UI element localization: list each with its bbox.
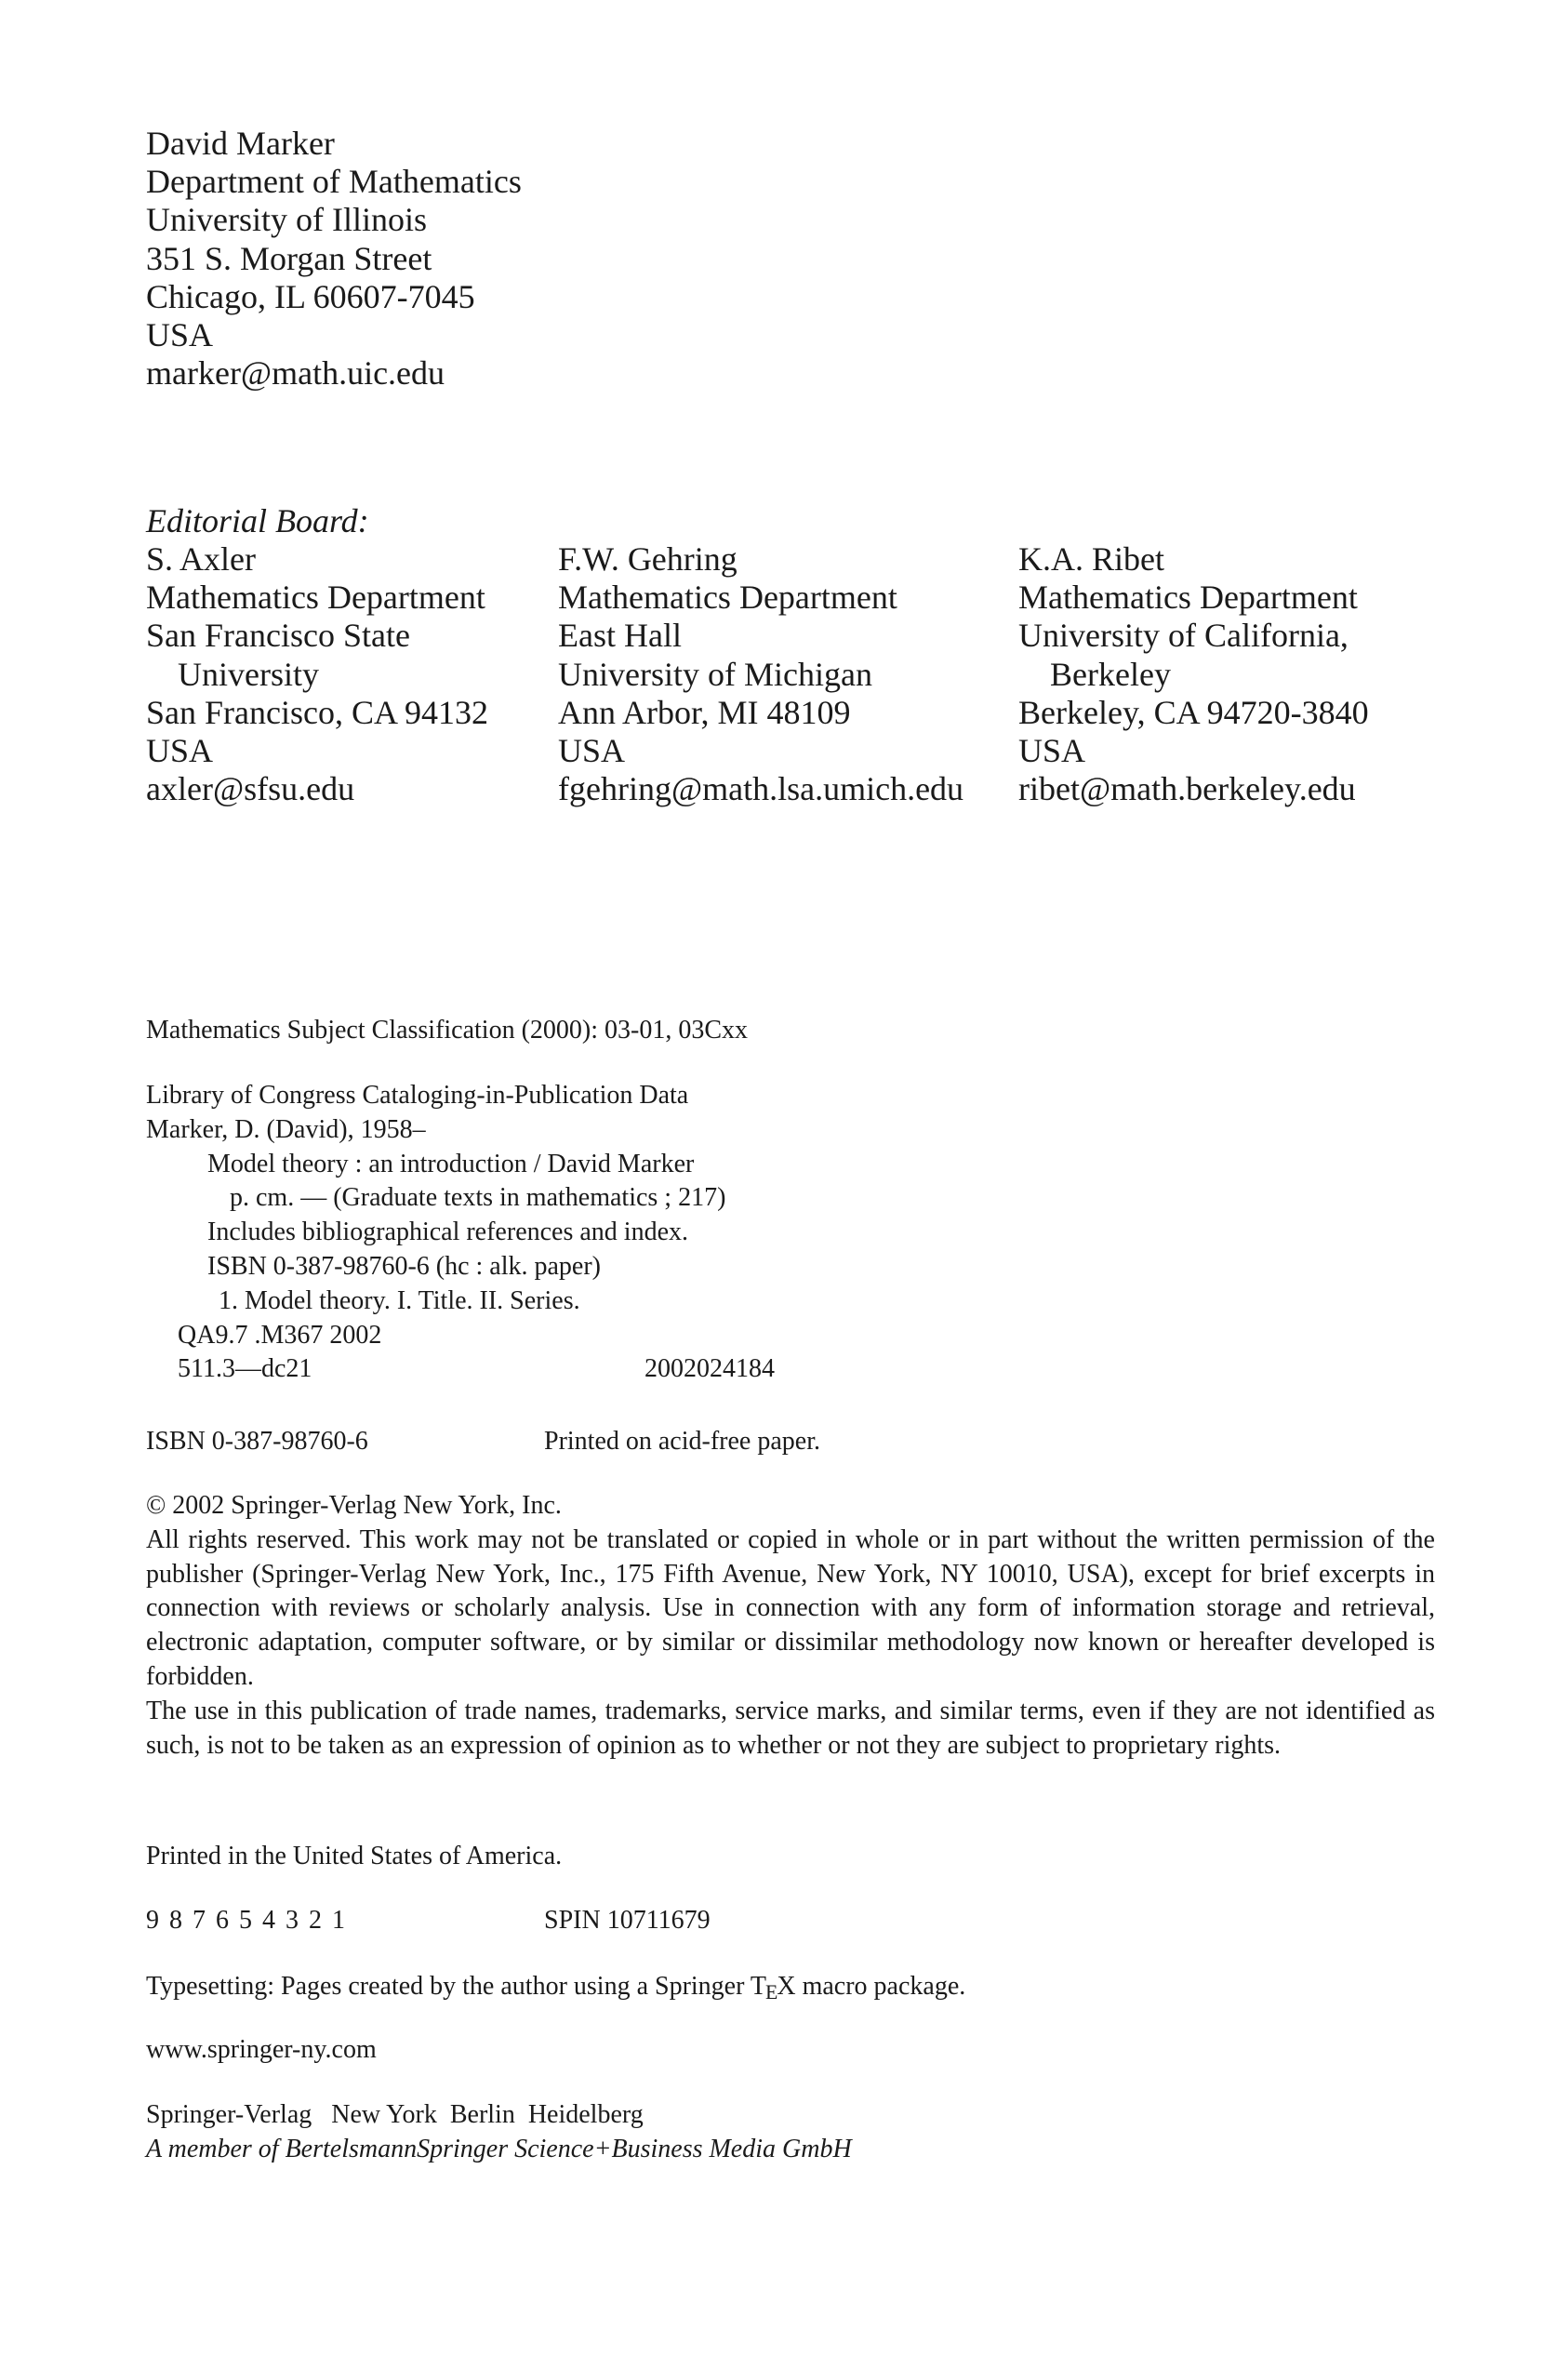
- acid-free-paper: Printed on acid-free paper.: [544, 1427, 820, 1456]
- typesetting-note: [146, 1970, 965, 2005]
- typesetting-prefix: Typesetting: Pages created by the author using a Springer T: [146, 1972, 767, 2001]
- board-member-city: Berkeley, CA 94720-3840: [1018, 693, 1369, 731]
- author-university: University of Illinois: [146, 201, 427, 239]
- copyright-line: © 2002 Springer-Verlag New York, Inc.: [146, 1491, 562, 1520]
- subject-classification: Mathematics Subject Classification (2000): 03-01, 03Cxx: [146, 1016, 749, 1045]
- author-street: 351 S. Morgan Street: [146, 239, 432, 277]
- board-member-institution-cont: University: [178, 655, 319, 693]
- board-member-email: fgehring@math.lsa.umich.edu: [558, 770, 964, 808]
- board-member-country: USA: [558, 732, 626, 770]
- cip-lccn: 2002024184: [644, 1354, 775, 1384]
- printing-numbers: 9 8 7 6 5 4 3 2 1: [146, 1906, 347, 1935]
- cip-series: p. cm. — (Graduate texts in mathematics ; 217): [230, 1183, 726, 1213]
- board-member-institution-cont: Berkeley: [1050, 655, 1171, 693]
- cip-dewey-row: [146, 1352, 775, 1387]
- author-email: marker@math.uic.edu: [146, 354, 445, 393]
- board-member-institution-cont: University of Michigan: [558, 655, 872, 693]
- board-member-country: USA: [1018, 732, 1086, 770]
- board-member-city: San Francisco, CA 94132: [146, 693, 488, 731]
- spin-number: SPIN 10711679: [544, 1906, 711, 1935]
- board-member-institution: San Francisco State: [146, 617, 410, 655]
- board-member-department: Mathematics Department: [558, 579, 897, 617]
- publisher-website[interactable]: www.springer-ny.com: [146, 2035, 377, 2064]
- board-member-department: Mathematics Department: [1018, 579, 1358, 617]
- board-member-institution: University of California,: [1018, 617, 1349, 655]
- board-member-email: ribet@math.berkeley.edu: [1018, 770, 1356, 808]
- isbn-row: [146, 1425, 1076, 1459]
- printed-in: Printed in the United States of America.: [146, 1842, 563, 1870]
- cip-includes: Includes bibliographical references and index.: [207, 1218, 689, 1247]
- cip-subjects: 1. Model theory. I. Title. II. Series.: [219, 1285, 580, 1315]
- publisher-line: Springer-Verlag New York Berlin Heidelberg: [146, 2100, 644, 2129]
- board-member-email: axler@sfsu.edu: [146, 770, 355, 808]
- board-member-department: Mathematics Department: [146, 579, 485, 617]
- printing-row: [146, 1904, 1076, 1938]
- board-member-city: Ann Arbor, MI 48109: [558, 693, 851, 731]
- board-member-institution: East Hall: [558, 617, 682, 655]
- typesetting-suffix: X macro package.: [777, 1972, 966, 2001]
- author-country: USA: [146, 316, 214, 354]
- rights-reserved: All rights reserved. This work may not be translated or copied in whole or in part without the written permission of the publisher (Springer-Verlag New York, Inc., 175 Fifth Avenue, New York, NY 10010, USA), except for brief excerpts in connection with reviews or scholarly analysis. Use in connection with any form of information storage and retrieval, electronic adaptation, computer software, or by similar or dissimilar methodology now known or hereafter developed is forbidden.: [146, 1524, 1435, 1691]
- cip-author: Marker, D. (David), 1958–: [146, 1114, 426, 1144]
- author-city: Chicago, IL 60607-7045: [146, 277, 475, 315]
- board-member-axler: [146, 540, 488, 808]
- board-member-name: S. Axler: [146, 540, 257, 578]
- cip-isbn: ISBN 0-387-98760-6 (hc : alk. paper): [207, 1251, 602, 1281]
- board-member-country: USA: [146, 732, 214, 770]
- cip-header: Library of Congress Cataloging-in-Publication Data: [146, 1081, 689, 1110]
- author-address: [146, 125, 522, 393]
- publisher-block: [146, 2098, 852, 2167]
- cip-lc-class: QA9.7 .M367 2002: [178, 1320, 382, 1350]
- cip-data: [146, 1079, 775, 1387]
- cip-dewey: 511.3—dc21: [178, 1354, 312, 1384]
- copyright-block: [146, 1489, 1435, 1763]
- isbn: ISBN 0-387-98760-6: [146, 1427, 368, 1456]
- author-department: Department of Mathematics: [146, 163, 522, 201]
- author-name: David Marker: [146, 125, 335, 162]
- cip-title: Model theory : an introduction / David Marker: [207, 1149, 695, 1178]
- editorial-board-heading: Editorial Board:: [146, 502, 369, 539]
- board-member-name: K.A. Ribet: [1018, 540, 1164, 578]
- publisher-member: A member of BertelsmannSpringer Science+Business Media GmbH: [146, 2134, 852, 2163]
- board-member-gehring: [558, 540, 963, 808]
- board-member-ribet: [1018, 540, 1369, 808]
- board-member-name: F.W. Gehring: [558, 540, 737, 578]
- trademark-notice: The use in this publication of trade names, trademarks, service marks, and similar terms, even if they are not identified as such, is not to be taken as an expression of opinion as to whether or not they are subject to proprietary rights.: [146, 1696, 1435, 1760]
- tex-logo-e: E: [765, 1980, 778, 2003]
